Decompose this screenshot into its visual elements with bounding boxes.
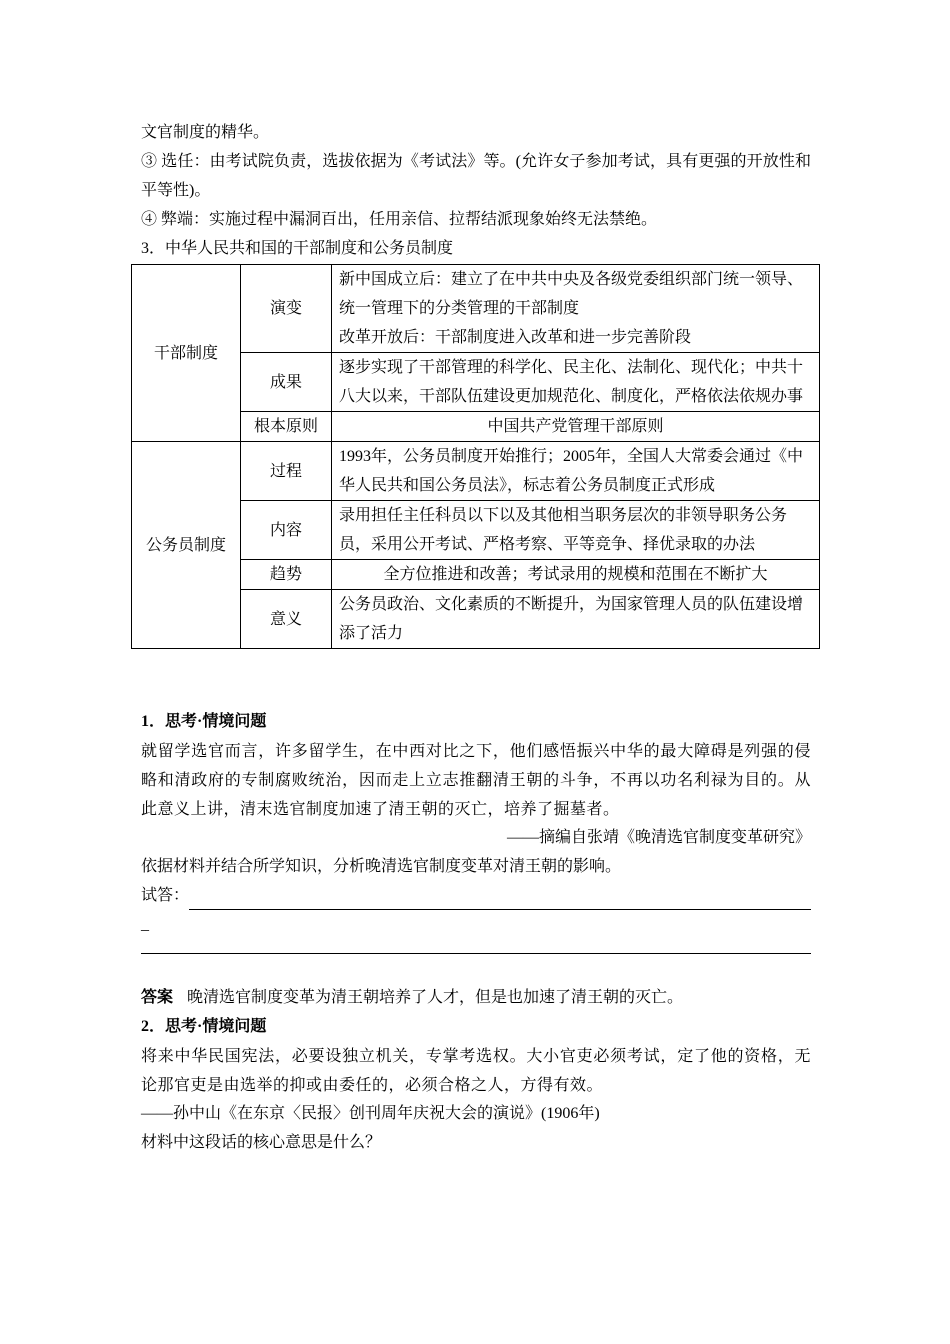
- row-label: 意义: [241, 590, 332, 649]
- question-heading: 2．思考·情境问题: [141, 1018, 267, 1035]
- question-heading: 1．思考·情境问题: [141, 713, 267, 730]
- answer-paragraph: [141, 983, 811, 1012]
- row-label: 演变: [241, 265, 332, 353]
- item-selection: ③ 选任：由考试院负责，选拔依据为《考试法》等。(允许女子参加考试，具有更强的开放性和平等性)。: [141, 153, 811, 199]
- question-material: 就留学选官而言，许多留学生，在中西对比之下，他们感悟振兴中华的最大障碍是列强的侵略和清政府的专制腐败统治，因而走上立志推翻清王朝的斗争，不再以功名利禄为目的。从此意义上讲，清末选官制度加速了清王朝的灭亡，培养了掘墓者。: [141, 741, 811, 818]
- row-content: 公务员政治、文化素质的不断提升，为国家管理人员的队伍建设增添了活力: [332, 590, 820, 649]
- answer-prompt-label: 试答：: [141, 887, 190, 904]
- row-label: 趋势: [241, 560, 332, 590]
- question-prompt: 材料中这段话的核心意思是什么？: [141, 1134, 382, 1151]
- group-label-civil-servant: 公务员制度: [132, 442, 241, 649]
- answer-dash: _: [141, 916, 149, 933]
- row-content-part: 改革开放后：干部制度进入改革和进一步完善阶段: [339, 329, 692, 346]
- row-content: 中国共产党管理干部原则: [332, 412, 820, 442]
- row-label: 根本原则: [241, 412, 332, 442]
- answer-blank-line-2[interactable]: [141, 939, 811, 954]
- table-row: [132, 265, 820, 353]
- question-material: 将来中华民国宪法，必要设独立机关，专掌考选权。大小官吏必须考试，定了他的资格，无论那官吏是由选举的抑或由委任的，必须合格之人，方得有效。: [141, 1046, 811, 1094]
- material-source: ——孙中山《在东京〈民报〉创刊周年庆祝大会的演说》(1906年): [141, 1105, 600, 1122]
- row-content: [332, 265, 820, 353]
- row-label: 成果: [241, 353, 332, 412]
- table-row: [132, 442, 820, 501]
- answer-blank-line[interactable]: [189, 889, 811, 910]
- item-drawbacks: ④ 弊端：实施过程中漏洞百出，任用亲信、拉帮结派现象始终无法禁绝。: [141, 211, 658, 228]
- row-content: 逐步实现了干部管理的科学化、民主化、法制化、现代化；中共十八大以来，干部队伍建设更加规范化、制度化，严格依法依规办事: [332, 353, 820, 412]
- answer-text: 晚清选官制度变革为清王朝培养了人才，但是也加速了清王朝的灭亡。: [187, 989, 684, 1006]
- question-2: [141, 1012, 811, 1157]
- answer-input-area[interactable]: [141, 881, 811, 910]
- row-content-part: 新中国成立后：建立了在中共中央及各级党委组织部门统一领导、统一管理下的分类管理的干部制度: [339, 271, 804, 317]
- section-heading-3: 3．中华人民共和国的干部制度和公务员制度: [141, 240, 454, 257]
- question-1: [141, 707, 811, 1012]
- answer-tag: 答案: [141, 989, 174, 1006]
- document-page: [141, 118, 811, 1157]
- row-content: 录用担任主任科员以下以及其他相当职务层次的非领导职务公务员，采用公开考试、严格考察、平等竞争、择优录取的办法: [332, 501, 820, 560]
- row-label: 内容: [241, 501, 332, 560]
- row-content: 全方位推进和改善；考试录用的规模和范围在不断扩大: [332, 560, 820, 590]
- group-label-cadre: 干部制度: [132, 265, 241, 442]
- row-content: 1993年，公务员制度开始推行；2005年，全国人大常委会通过《中华人民共和国公务员法》，标志着公务员制度正式形成: [332, 442, 820, 501]
- intro-line: 文官制度的精华。: [141, 124, 270, 141]
- material-source: ——摘编自张靖《晚清选官制度变革研究》: [506, 829, 811, 846]
- row-label: 过程: [241, 442, 332, 501]
- cadre-civil-servant-table: [131, 264, 820, 649]
- question-prompt: 依据材料并结合所学知识，分析晚清选官制度变革对清王朝的影响。: [141, 858, 622, 875]
